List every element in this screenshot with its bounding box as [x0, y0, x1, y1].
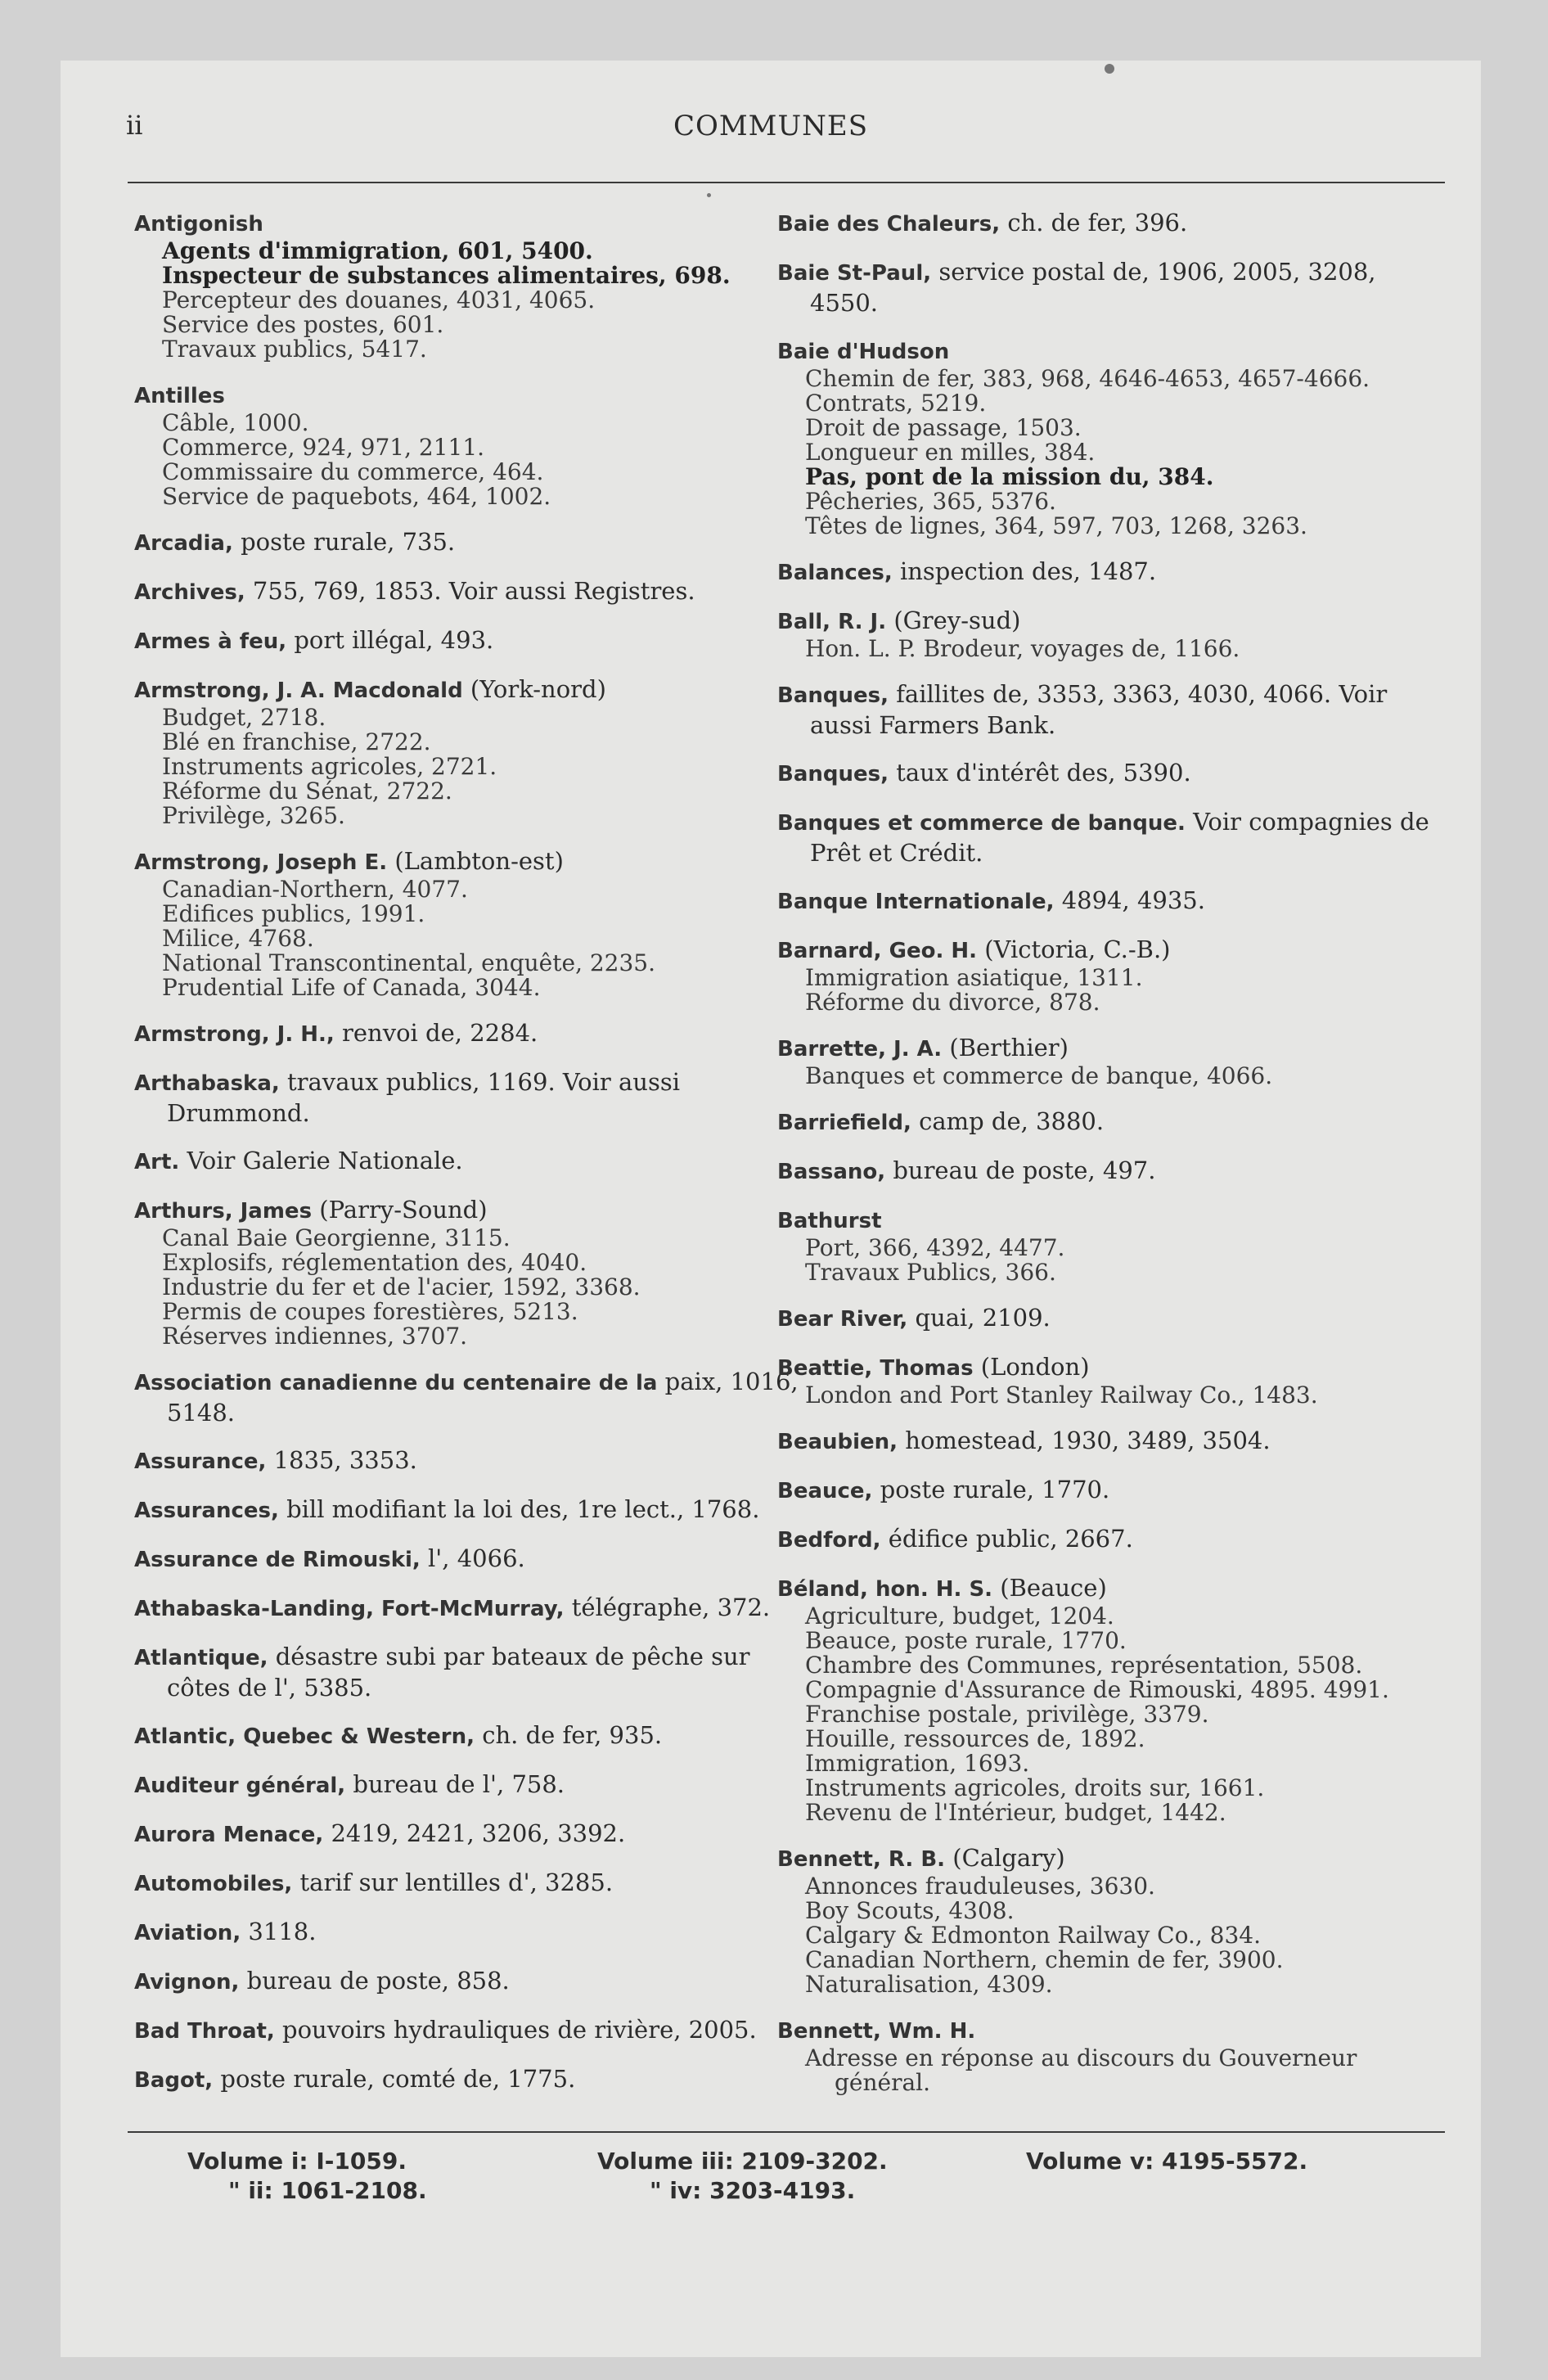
index-entry: [777, 679, 1440, 740]
index-entry: [777, 257, 1440, 318]
entry-heading: Beattie, Thomas: [777, 1356, 974, 1381]
index-entry: [134, 674, 805, 828]
index-entry: [134, 1367, 805, 1427]
entry-subitem: Réserves indiennes, 3707.: [162, 1323, 468, 1350]
entry-references: (York-nord): [462, 675, 606, 703]
entry-heading-line: [134, 1966, 805, 1997]
entry-heading-line: [777, 557, 1440, 588]
entry-subitem: National Transcontinental, enquête, 2235.: [162, 949, 656, 976]
entry-references: travaux publics, 1169. Voir aussi Drummond.: [167, 1068, 680, 1127]
footer-volume-5: Volume v: 4195-5572.: [1026, 2148, 1308, 2175]
entry-heading-line: [777, 257, 1440, 318]
entry-heading-line: [777, 935, 1440, 966]
index-entry: [134, 1195, 805, 1349]
entry-subitem: Franchise postale, privilège, 3379.: [805, 1701, 1209, 1728]
entry-subitem: Beauce, poste rurale, 1770.: [805, 1627, 1127, 1654]
index-entry: [134, 1819, 805, 1850]
index-entry: [134, 1445, 805, 1476]
entry-references: tarif sur lentilles d', 3285.: [292, 1868, 614, 1896]
index-entry: [777, 2015, 1440, 2095]
entry-subitem: Banques et commerce de banque, 4066.: [805, 1062, 1273, 1089]
entry-references: bill modifiant la loi des, 1re lect., 1768.: [278, 1495, 760, 1523]
entry-subitem: Service des postes, 601.: [162, 311, 444, 338]
entry-subitem: Boy Scouts, 4308.: [805, 1897, 1015, 1924]
entry-subitem: Milice, 4768.: [162, 925, 314, 952]
entry-subitem: Compagnie d'Assurance de Rimouski, 4895. 4991.: [805, 1676, 1389, 1703]
entry-heading: Beaubien,: [777, 1430, 898, 1454]
ink-speck: [707, 193, 711, 197]
entry-heading-line: [134, 2064, 805, 2095]
index-entry: [134, 1720, 805, 1751]
entry-references: (Beauce): [992, 1574, 1107, 1602]
entry-subitem: Chemin de fer, 383, 968, 4646-4653, 4657-4666.: [805, 365, 1370, 392]
entry-heading: Ball, R. J.: [777, 610, 887, 634]
entry-subitem: Blé en franchise, 2722.: [162, 728, 431, 755]
entry-subitem: Annonces frauduleuses, 3630.: [805, 1873, 1155, 1900]
page-sheet: [61, 61, 1481, 2357]
index-entry: [134, 1642, 805, 1702]
entry-subitem: Privilège, 3265.: [162, 802, 345, 829]
entry-subitem: Travaux publics, 5417.: [162, 336, 427, 363]
entry-heading-line: [777, 1426, 1440, 1457]
entry-subitem: Adresse en réponse au discours du Gouverneur général.: [805, 2044, 1357, 2096]
entry-heading-line: [134, 1367, 805, 1427]
right-column: [777, 208, 1440, 2113]
entry-heading: Association canadienne du centenaire de la: [134, 1371, 658, 1395]
entry-heading: Armes à feu,: [134, 629, 287, 654]
index-entry: [777, 208, 1440, 239]
index-entry: [134, 846, 805, 1000]
entry-references: poste rurale, 1770.: [872, 1476, 1110, 1503]
entry-heading: Bathurst: [777, 1209, 882, 1233]
entry-subitem: Réforme du divorce, 878.: [805, 989, 1100, 1016]
index-entry: [777, 935, 1440, 1015]
entry-heading-line: [134, 1018, 805, 1049]
index-entry: [777, 1156, 1440, 1187]
entry-subitem: Budget, 2718.: [162, 704, 326, 731]
entry-heading: Banques,: [777, 762, 889, 787]
entry-heading-line: [134, 2015, 805, 2046]
entry-references: taux d'intérêt des, 5390.: [888, 759, 1191, 787]
entry-subitem: Instruments agricoles, 2721.: [162, 753, 497, 780]
index-entry: [777, 1303, 1440, 1334]
index-entry: [777, 1352, 1440, 1408]
entry-heading-line: [777, 758, 1440, 789]
entry-references: quai, 2109.: [907, 1304, 1051, 1332]
entry-subitem: Agriculture, budget, 1204.: [805, 1602, 1114, 1629]
entry-subitem: London and Port Stanley Railway Co., 1483.: [805, 1382, 1318, 1409]
entry-subitem: Revenu de l'Intérieur, budget, 1442.: [805, 1799, 1226, 1826]
entry-heading-line: [134, 1494, 805, 1526]
entry-references: édifice public, 2667.: [880, 1525, 1133, 1553]
entry-subitem: Instruments agricoles, droits sur, 1661.: [805, 1774, 1265, 1801]
entry-heading: Baie d'Hudson: [777, 340, 950, 364]
entry-heading-line: [134, 380, 805, 411]
entry-heading: Baie St-Paul,: [777, 261, 932, 286]
entry-heading-line: [777, 1107, 1440, 1138]
entry-heading: Bagot,: [134, 2068, 214, 2093]
index-entry: [777, 336, 1440, 539]
index-entry: [134, 1067, 805, 1128]
entry-heading-line: [777, 1352, 1440, 1383]
entry-heading-line: [134, 625, 805, 656]
entry-heading-line: [777, 1475, 1440, 1506]
entry-subitem: Naturalisation, 4309.: [805, 1971, 1053, 1998]
index-entry: [777, 807, 1440, 868]
entry-subitem: Pêcheries, 365, 5376.: [805, 488, 1056, 515]
entry-heading: Arthurs, James: [134, 1199, 313, 1224]
entry-heading: Aurora Menace,: [134, 1823, 324, 1847]
entry-heading-line: [134, 846, 805, 877]
entry-subitem: Têtes de lignes, 364, 597, 703, 1268, 3263.: [805, 512, 1307, 539]
entry-heading-line: [134, 1769, 805, 1801]
index-entry: [134, 1544, 805, 1575]
entry-subitem: Immigration, 1693.: [805, 1750, 1030, 1777]
entry-heading-line: [777, 679, 1440, 740]
entry-subitem: Canal Baie Georgienne, 3115.: [162, 1224, 511, 1251]
entry-references: (London): [973, 1353, 1090, 1381]
entry-subitem: Réforme du Sénat, 2722.: [162, 778, 452, 805]
index-entry: [777, 886, 1440, 917]
entry-references: ch. de fer, 935.: [475, 1721, 663, 1749]
entry-subitem: Travaux Publics, 366.: [805, 1259, 1056, 1286]
entry-subitem: Immigration asiatique, 1311.: [805, 964, 1143, 991]
entry-references: service postal de, 1906, 2005, 3208, 4550.: [810, 258, 1376, 317]
entry-heading: Banque Internationale,: [777, 890, 1055, 914]
index-entry: [134, 208, 805, 362]
page-number: ii: [126, 110, 143, 141]
index-entry: [134, 2064, 805, 2095]
entry-subitem: Prudential Life of Canada, 3044.: [162, 974, 541, 1001]
entry-references: ch. de fer, 396.: [1000, 209, 1188, 237]
footer-volume-4: " iv: 3203-4193.: [650, 2177, 856, 2204]
entry-heading-line: [777, 1573, 1440, 1604]
entry-heading: Assurance de Rimouski,: [134, 1548, 421, 1572]
entry-heading: Bear River,: [777, 1307, 908, 1332]
entry-subitem: Contrats, 5219.: [805, 390, 987, 417]
index-entry: [777, 1843, 1440, 1997]
entry-heading-line: [134, 1593, 805, 1624]
index-entry: [777, 1573, 1440, 1825]
entry-heading-line: [777, 1303, 1440, 1334]
entry-heading: Balances,: [777, 561, 893, 585]
entry-references: bureau de poste, 497.: [885, 1156, 1156, 1184]
entry-subitem: Chambre des Communes, représentation, 5508.: [805, 1652, 1363, 1679]
index-entry: [134, 576, 805, 607]
entry-heading: Atlantic, Quebec & Western,: [134, 1724, 475, 1749]
entry-subitem: Hon. L. P. Brodeur, voyages de, 1166.: [805, 635, 1240, 662]
index-entry: [134, 380, 805, 509]
index-entry: [777, 758, 1440, 789]
index-entry: [134, 1593, 805, 1624]
entry-subitem: Droit de passage, 1503.: [805, 414, 1082, 441]
entry-heading: Armstrong, Joseph E.: [134, 850, 388, 875]
entry-heading-line: [134, 1146, 805, 1177]
index-entry: [777, 557, 1440, 588]
entry-references: port illégal, 493.: [286, 626, 494, 654]
entry-subitem: Port, 366, 4392, 4477.: [805, 1234, 1065, 1261]
index-entry: [134, 1018, 805, 1049]
footer-volume-1: Volume i: I-1059.: [187, 2148, 407, 2175]
entry-heading-line: [777, 208, 1440, 239]
ink-speck: [1105, 64, 1114, 74]
entry-subitem: Houille, ressources de, 1892.: [805, 1725, 1145, 1752]
entry-heading-line: [777, 2015, 1440, 2046]
entry-heading: Bennett, Wm. H.: [777, 2019, 976, 2044]
entry-heading-line: [777, 336, 1440, 367]
entry-references: poste rurale, comté de, 1775.: [213, 2065, 576, 2093]
entry-subitem: Commerce, 924, 971, 2111.: [162, 434, 485, 461]
index-entry: [134, 1146, 805, 1177]
entry-heading-line: [777, 886, 1440, 917]
entry-subitem: Câble, 1000.: [162, 409, 309, 436]
entry-subitem: Canadian-Northern, 4077.: [162, 876, 468, 903]
entry-heading-line: [134, 1819, 805, 1850]
index-entry: [777, 1524, 1440, 1555]
entry-heading-line: [134, 1868, 805, 1899]
entry-references: faillites de, 3353, 3363, 4030, 4066. Voir aussi Farmers Bank.: [810, 680, 1388, 739]
entry-heading-line: [134, 674, 805, 705]
entry-heading-line: [134, 1642, 805, 1702]
entry-heading: Barnard, Geo. H.: [777, 939, 978, 963]
index-entry: [777, 1033, 1440, 1089]
entry-references: bureau de l', 758.: [345, 1770, 565, 1798]
entry-subitem: Percepteur des douanes, 4031, 4065.: [162, 286, 596, 313]
entry-heading: Barrette, J. A.: [777, 1037, 943, 1062]
entry-heading: Armstrong, J. A. Macdonald: [134, 678, 463, 703]
entry-heading: Assurances,: [134, 1499, 279, 1523]
index-entry: [134, 1494, 805, 1526]
entry-references: 4894, 4935.: [1054, 886, 1205, 914]
entry-heading-line: [134, 1067, 805, 1128]
entry-subitem: Calgary & Edmonton Railway Co., 834.: [805, 1922, 1262, 1949]
footer-volume-3: Volume iii: 2109-3202.: [597, 2148, 888, 2175]
entry-heading-line: [134, 208, 805, 239]
entry-references: renvoi de, 2284.: [334, 1019, 538, 1047]
entry-references: paix, 1016, 5148.: [167, 1368, 799, 1427]
entry-references: homestead, 1930, 3489, 3504.: [898, 1427, 1271, 1454]
entry-heading: Aviation,: [134, 1921, 241, 1945]
entry-heading: Art.: [134, 1150, 180, 1174]
entry-heading: Barriefield,: [777, 1111, 911, 1135]
entry-subitem: Industrie du fer et de l'acier, 1592, 3368.: [162, 1273, 641, 1300]
entry-heading-line: [777, 606, 1440, 637]
entry-heading-line: [134, 576, 805, 607]
entry-references: bureau de poste, 858.: [239, 1967, 510, 1995]
entry-heading: Antigonish: [134, 212, 263, 237]
entry-subitem: Service de paquebots, 464, 1002.: [162, 483, 551, 510]
entry-heading: Armstrong, J. H.,: [134, 1022, 335, 1047]
entry-references: 2419, 2421, 3206, 3392.: [323, 1819, 626, 1847]
entry-subitem: Explosifs, réglementation des, 4040.: [162, 1249, 587, 1276]
entry-heading: Athabaska-Landing, Fort-McMurray,: [134, 1597, 565, 1621]
entry-heading: Bad Throat,: [134, 2019, 275, 2044]
index-entry: [777, 606, 1440, 661]
entry-references: pouvoirs hydrauliques de rivière, 2005.: [274, 2016, 757, 2044]
entry-references: Voir compagnies de Prêt et Crédit.: [810, 808, 1429, 867]
entry-references: 3118.: [241, 1918, 317, 1945]
entry-heading: Antilles: [134, 384, 225, 408]
entry-heading: Avignon,: [134, 1970, 240, 1995]
entry-references: 1835, 3353.: [266, 1446, 417, 1474]
entry-references: télégraphe, 372.: [564, 1593, 771, 1621]
entry-heading: Bennett, R. B.: [777, 1847, 946, 1872]
entry-heading: Baie des Chaleurs,: [777, 212, 1001, 237]
entry-heading-line: [777, 1843, 1440, 1874]
entry-heading-line: [777, 1524, 1440, 1555]
index-entry: [777, 1107, 1440, 1138]
entry-heading-line: [134, 1195, 805, 1226]
left-column: [134, 208, 805, 2113]
entry-heading: Automobiles,: [134, 1872, 293, 1896]
entry-references: camp de, 3880.: [911, 1107, 1105, 1135]
index-entry: [134, 527, 805, 558]
entry-references: Voir Galerie Nationale.: [179, 1147, 463, 1174]
entry-heading: Assurance,: [134, 1449, 267, 1474]
entry-heading-line: [777, 1205, 1440, 1236]
entry-references: (Parry-Sound): [312, 1196, 488, 1224]
entry-subitem: Canadian Northern, chemin de fer, 3900.: [805, 1946, 1284, 1973]
entry-references: l', 4066.: [420, 1544, 525, 1572]
entry-heading: Bassano,: [777, 1160, 886, 1184]
entry-subitem: Longueur en milles, 384.: [805, 439, 1096, 466]
page-title: COMMUNES: [673, 110, 869, 142]
entry-heading: Arthabaska,: [134, 1071, 280, 1096]
index-entry: [777, 1475, 1440, 1506]
entry-heading-line: [134, 1544, 805, 1575]
entry-subitem: Inspecteur de substances alimentaires, 698.: [162, 262, 731, 289]
index-entry: [134, 1917, 805, 1948]
entry-heading-line: [777, 1156, 1440, 1187]
index-entry: [134, 1769, 805, 1801]
index-entry: [134, 1868, 805, 1899]
index-entry: [777, 1426, 1440, 1457]
index-entry: [777, 1205, 1440, 1285]
entry-references: (Calgary): [945, 1844, 1065, 1872]
top-rule: [128, 182, 1445, 183]
index-entry: [134, 625, 805, 656]
entry-references: 755, 769, 1853. Voir aussi Registres.: [245, 577, 695, 605]
footer-volume-2: " ii: 1061-2108.: [228, 2177, 427, 2204]
entry-heading-line: [777, 1033, 1440, 1064]
index-entry: [134, 2015, 805, 2046]
entry-heading: Bedford,: [777, 1528, 881, 1553]
entry-heading: Archives,: [134, 580, 245, 605]
entry-heading-line: [134, 1445, 805, 1476]
entry-references: (Berthier): [942, 1034, 1069, 1062]
entry-references: (Lambton-est): [387, 847, 564, 875]
entry-heading: Béland, hon. H. S.: [777, 1577, 993, 1602]
entry-subitem: Agents d'immigration, 601, 5400.: [162, 237, 593, 264]
entry-subitem: Commissaire du commerce, 464.: [162, 458, 544, 485]
entry-heading: Beauce,: [777, 1479, 873, 1503]
entry-references: poste rurale, 735.: [232, 528, 456, 556]
entry-references: inspection des, 1487.: [892, 557, 1157, 585]
bottom-rule: [128, 2131, 1445, 2133]
entry-subitem: Edifices publics, 1991.: [162, 900, 425, 927]
entry-heading: Auditeur général,: [134, 1774, 346, 1798]
entry-references: (Victoria, C.-B.): [977, 935, 1171, 963]
entry-heading: Banques et commerce de banque.: [777, 811, 1186, 836]
entry-heading: Banques,: [777, 683, 889, 708]
entry-references: (Grey-sud): [886, 606, 1021, 634]
entry-heading-line: [134, 527, 805, 558]
entry-subitem: Permis de coupes forestières, 5213.: [162, 1298, 578, 1325]
entry-heading: Atlantique,: [134, 1646, 268, 1670]
entry-references: désastre subi par bateaux de pêche sur côtes de l', 5385.: [167, 1643, 750, 1702]
index-entry: [134, 1966, 805, 1997]
entry-heading-line: [134, 1720, 805, 1751]
entry-heading-line: [134, 1917, 805, 1948]
entry-heading-line: [777, 807, 1440, 868]
entry-heading: Arcadia,: [134, 531, 233, 556]
entry-subitem: Pas, pont de la mission du, 384.: [805, 463, 1214, 490]
